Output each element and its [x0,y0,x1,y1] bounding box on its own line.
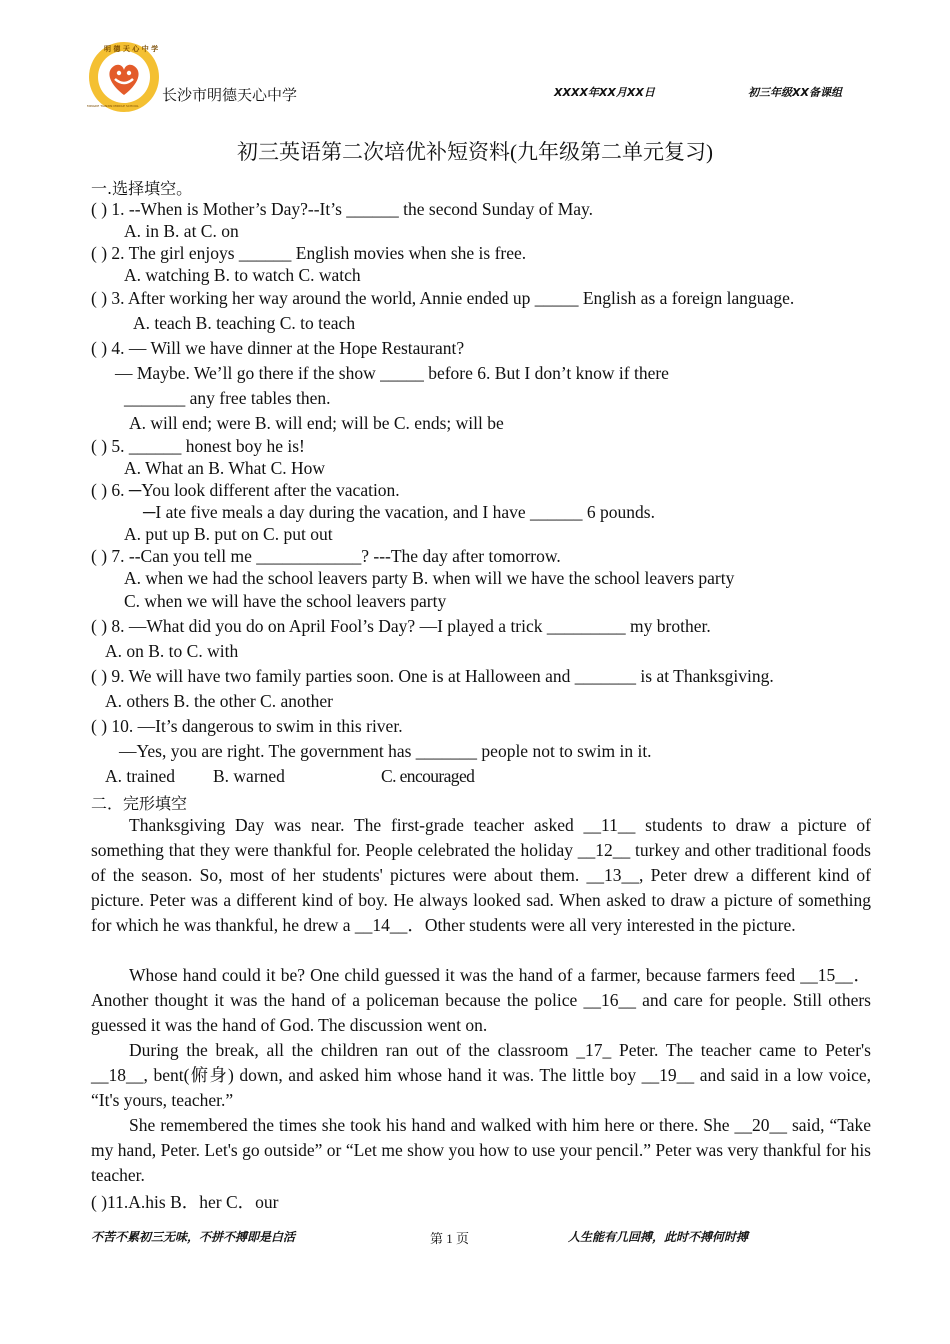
question-10-line-2: —Yes, you are right. The government has _______ people not to swim in it. [119,741,652,761]
cloze-paragraph-4: She remembered the times she took his hand and walked with him here or there. She __20__ said, “Take my hand, Peter. Let's go outside” or “Let me show you how to use your pencil.” Peter was very thankful for his teacher. [91,1115,871,1185]
question-9: ( ) 9. We will have two family parties soon. One is at Halloween and _______ is at Thanksgiving. [91,666,774,686]
options-6: A. put up B. put on C. put out [124,524,333,544]
logo-text-en: MINGDE TIANXIN MIDDLE SCHOOL [87,104,139,108]
question-5: ( ) 5. ______ honest boy he is! [91,436,305,456]
page-title: 初三英语第二次培优补短资料(九年级第二单元复习) [237,140,713,164]
question-6-line-2: ─I ate five meals a day during the vacation, and I have ______ 6 pounds. [143,502,655,522]
question-4: ( ) 4. — Will we have dinner at the Hope Restaurant? [91,338,465,358]
options-7-c: C. when we will have the school leavers party [124,591,447,611]
question-4-line-3: _______ any free tables then. [124,388,331,408]
options-10-c: C. encouraged [381,766,475,786]
question-7: ( ) 7. --Can you tell me ____________? ---The day after tomorrow. [91,546,561,566]
cloze-paragraph-3: During the break, all the children ran out of the classroom _17_ Peter. The teacher came to Peter's __18__, bent(俯身) down, and asked him whose hand it was. The little boy __19__ and said in a low voice, “It's yours, teacher.” [91,1040,871,1110]
cloze-paragraph-1: Thanksgiving Day was near. The first-grade teacher asked __11__ students to draw a picture of something that they were thankful for. People celebrated the holiday __12__ turkey and other traditional foods of the season. So, most of her students' pictures were about them. __13__, Peter drew a different kind of picture. Peter was a different kind of boy. He always looked sad. When asked to draw a picture of something for which he was thankful, he drew a __14__．Other students were all very interested in the picture. [91,815,871,935]
question-3: ( ) 3. After working her way around the world, Annie ended up _____ English as a foreign language. [91,288,795,308]
options-10-a: A. trained [105,766,175,786]
page-number: 第 1 页 [430,1231,470,1246]
logo-text: 明 德 天 心 中 学 [104,45,159,53]
footer-left-motto: 不苦不累初三无味，不拼不搏即是白活 [91,1230,296,1244]
options-9: A. others B. the other C. another [105,691,333,711]
question-6: ( ) 6. ─You look different after the vacation. [91,480,400,500]
question-10: ( ) 10. —It’s dangerous to swim in this river. [91,716,403,736]
question-1: ( ) 1. --When is Mother’s Day?--It’s ______ the second Sunday of May. [91,199,594,219]
header-group: 初三年级XX备课组 [748,86,842,99]
school-logo [88,41,160,113]
school-name: 长沙市明德天心中学 [162,86,298,104]
options-1: A. in B. at C. on [124,221,239,241]
question-8: ( ) 8. —What did you do on April Fool’s Day? —I played a trick _________ my brother. [91,616,711,636]
header-date: XXXX年XX月XX日 [554,86,655,99]
options-8: A. on B. to C. with [105,641,239,661]
question-4-line-2: — Maybe. We’ll go there if the show _____ before 6. But I don’t know if there [115,363,669,383]
options-10-b: B. warned [213,766,285,786]
section-heading-cloze: 二．完形填空 [91,794,188,813]
section-heading-choice: 一.选择填空。 [91,179,193,198]
options-5: A. What an B. What C. How [124,458,326,478]
cloze-paragraph-2: Whose hand could it be? One child guessed it was the hand of a farmer, because farmers feed __15__．Another thought it was the hand of a policeman because the police __16__ and care for people. Still others guessed it was the hand of God. The discussion went on. [91,965,871,1035]
options-7-ab: A. when we had the school leavers party B. when will we have the school leavers party [124,568,735,588]
question-11: ( )11.A.his B．her C．our [91,1192,279,1212]
options-2: A. watching B. to watch C. watch [124,265,361,285]
options-4: A. will end; were B. will end; will be C. ends; will be [129,413,504,433]
footer-right-motto: 人生能有几回搏，此时不搏何时搏 [568,1230,749,1244]
question-2: ( ) 2. The girl enjoys ______ English movies when she is free. [91,243,527,263]
options-3: A. teach B. teaching C. to teach [133,313,356,333]
